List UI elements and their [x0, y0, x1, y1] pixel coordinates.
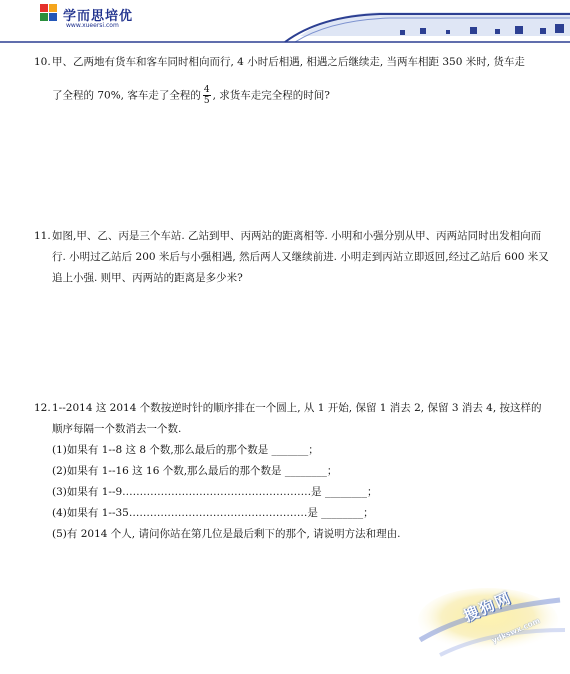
- watermark-url: ydkswx.com: [490, 615, 542, 646]
- sub-question: (3)如果有 1--9………………………………………………是 ________；: [52, 486, 378, 498]
- fraction-denominator: 5: [203, 96, 210, 106]
- question-line: 甲、乙两地有货车和客车同时相向而行, 4 小时后相遇, 相遇之后继续走, 当两车相距 350 米时, 货车走: [52, 56, 525, 68]
- question-text: 1--2014 这 2014 个数按逆时针的顺序排在一个圆上, 从 1 开始, 保留 1 消去 2, 保留 3 消去 4, 按这样的顺序每隔一个数消去一个数.: [52, 402, 542, 435]
- logo-text: 学而思培优: [63, 9, 134, 24]
- fraction: [203, 85, 211, 106]
- sub-question: (1)如果有 1--8 这 8 个数,那么最后的那个数是 _______；: [52, 444, 319, 456]
- question-number: 10.: [34, 56, 51, 68]
- logo-icon: [40, 4, 58, 22]
- question-text: 如图,甲、乙、丙是三个车站. 乙站到甲、丙两站的距离相等. 小明和小强分别从甲、丙两站同时出发相向而行. 小明过乙站后 200 米后与小强相遇, 然后两人又继续前进. 小明走到丙站立即返回,经过乙站后 600 米又追上小强. 则甲、丙两站的距离是多少米?: [52, 230, 549, 284]
- question-11: [34, 226, 549, 289]
- sub-question: (4)如果有 1--35……………………………………………是 ________；: [52, 507, 374, 519]
- watermark-text: 搜狗网: [460, 588, 515, 626]
- question-12: [34, 398, 549, 545]
- question-10: [34, 52, 549, 107]
- sub-question: (5)有 2014 个人, 请问你站在第几位是最后剩下的那个, 请说明方法和理由.: [52, 528, 401, 540]
- question-number: 11.: [34, 230, 51, 242]
- fraction-numerator: 4: [203, 85, 210, 95]
- question-line: [52, 85, 549, 107]
- sub-question: (2)如果有 1--16 这 16 个数,那么最后的那个数是 ________；: [52, 465, 338, 477]
- question-number: 12.: [34, 402, 51, 414]
- question-text: 了全程的 70%, 客车走了全程的: [52, 89, 201, 102]
- question-text: , 求货车走完全程的时间?: [212, 89, 330, 102]
- page-header: [0, 0, 570, 46]
- logo-url: www.xueersi.com: [66, 22, 119, 29]
